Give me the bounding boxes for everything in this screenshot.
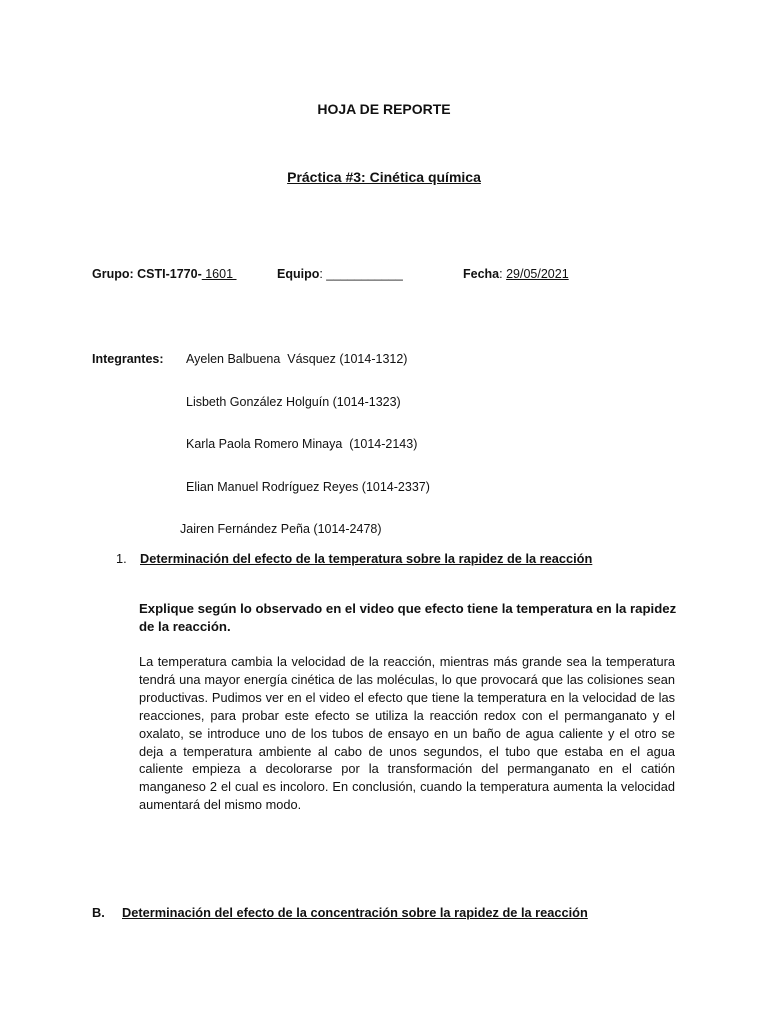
member-item: Jairen Fernández Peña (1014-2478) — [180, 522, 382, 536]
equipo-field — [277, 267, 403, 281]
member-item: Elian Manuel Rodríguez Reyes (1014-2337) — [186, 480, 430, 494]
grupo-value: 1601 — [201, 267, 237, 281]
fecha-value: 29/05/2021 — [506, 267, 569, 281]
document-title: HOJA DE REPORTE — [317, 101, 451, 117]
integrantes-label: Integrantes: — [92, 352, 164, 366]
grupo-field — [92, 267, 237, 281]
fecha-label: Fecha — [463, 267, 500, 281]
member-item: Karla Paola Romero Minaya (1014-2143) — [186, 437, 418, 451]
grupo-label: Grupo: CSTI-1770- — [92, 267, 202, 281]
fecha-field — [463, 267, 569, 281]
member-item: Lisbeth González Holguín (1014-1323) — [186, 395, 401, 409]
section-b-title: Determinación del efecto de la concentración sobre la rapidez de la reacción — [122, 905, 588, 920]
document-subtitle — [0, 169, 768, 185]
equipo-label: Equipo — [277, 267, 320, 281]
section-1-question: Explique según lo observado en el video que efecto tiene la temperatura en la rapidez de la reacción. — [139, 601, 677, 634]
subtitle-text: Práctica #3: Cinética química — [287, 169, 481, 185]
section-b-heading — [92, 905, 588, 920]
member-item: Ayelen Balbuena Vásquez (1014-1312) — [186, 352, 408, 366]
section-1-number: 1. — [116, 551, 127, 566]
section-b-letter: B. — [92, 905, 105, 920]
section-1-answer: La temperatura cambia la velocidad de la reacción, mientras más grande sea la temperatura tendrá una mayor energía cinética de las moléculas, lo que provocará que las colisiones sean productivas. Pudimos ver en el video el efecto que tiene la temperatura en la velocidad de las reacciones, para probar este efecto se utiliza la reacción redox con el permanganato y el oxalato, se introduce uno de los tubos de ensayo en un baño de agua caliente y el otro se deja a temperatura ambiente al cabo de unos segundos, el tubo que estaba en el agua caliente empieza a decolorarse por la transformación del permanganato en el catión manganeso 2 el cual es incoloro. En conclusión, cuando la temperatura aumenta la velocidad aumentará del mismo modo. — [139, 654, 675, 813]
equipo-value: : ___________ — [319, 267, 403, 281]
fecha-separator: : — [499, 267, 507, 281]
section-1-heading — [116, 551, 592, 566]
section-1-title: Determinación del efecto de la temperatura sobre la rapidez de la reacción — [140, 551, 593, 566]
